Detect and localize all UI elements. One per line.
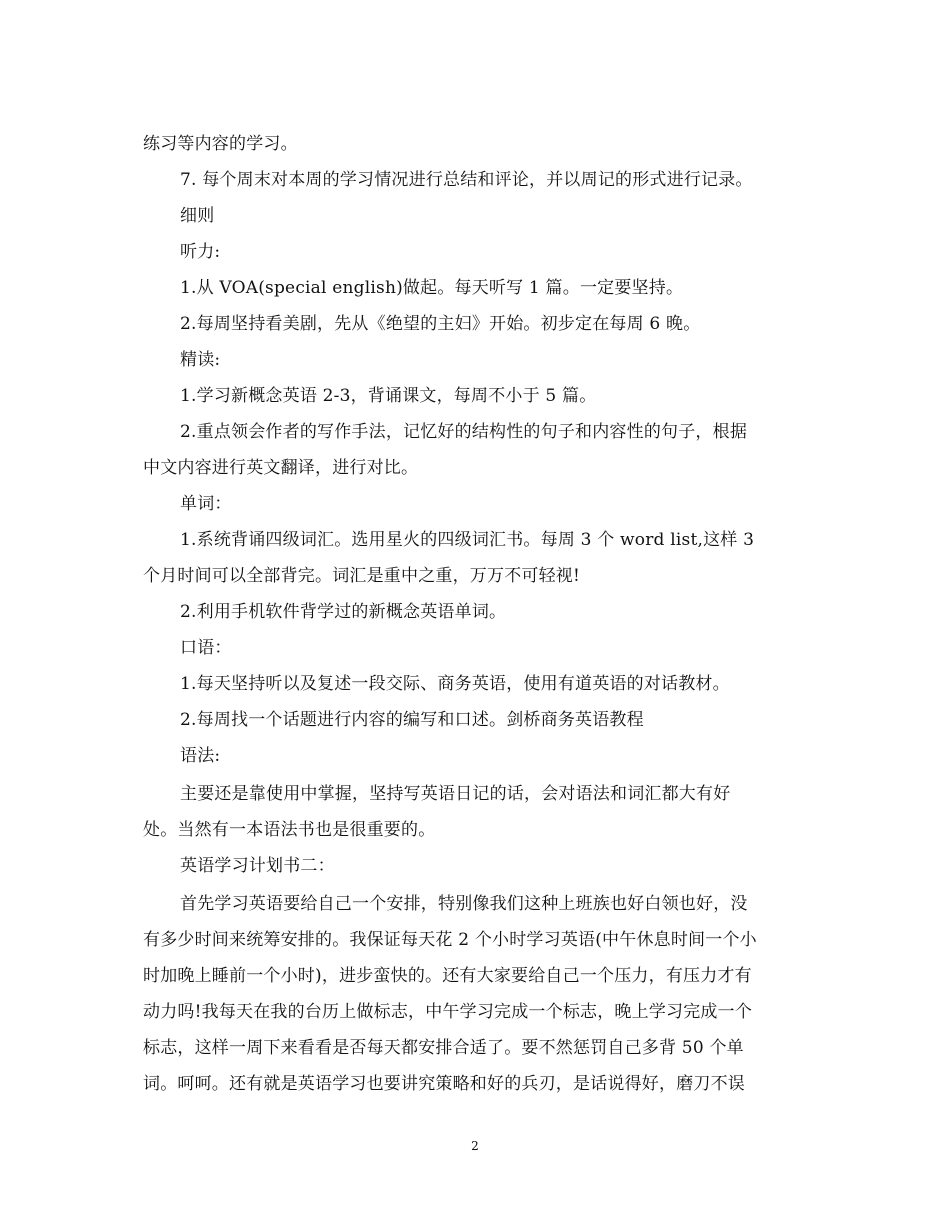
text-line: 2.利用手机软件背学过的新概念英语单词。 [180, 602, 507, 622]
section-heading: 听力: [180, 242, 221, 262]
text-line: 1.系统背诵四级词汇。选用星火的四级词汇书。每周 3 个 word list,这样 3 [180, 530, 755, 550]
text-line: 1.每天坚持听以及复述一段交际、商务英语，使用有道英语的对话教材。 [180, 674, 730, 694]
text-line: 主要还是靠使用中掌握，坚持写英语日记的话，会对语法和词汇都大有好 [180, 784, 731, 804]
text-line: 2.每周找一个话题进行内容的编写和口述。剑桥商务英语教程 [180, 710, 644, 730]
text-line: 动力吗!我每天在我的台历上做标志，中午学习完成一个标志，晚上学习完成一个 [143, 1002, 753, 1022]
section-heading: 英语学习计划书二： [180, 856, 335, 876]
text-line: 词。呵呵。还有就是英语学习也要讲究策略和好的兵刃，是话说得好，磨刀不误 [143, 1074, 745, 1094]
text-line: 2.重点领会作者的写作手法，记忆好的结构性的句子和内容性的句子，根据 [180, 422, 748, 442]
text-line: 处。当然有一本语法书也是很重要的。 [143, 820, 436, 840]
text-line: 个月时间可以全部背完。词汇是重中之重，万万不可轻视! [143, 566, 581, 586]
section-heading: 口语： [180, 638, 232, 658]
text-line: 7. 每个周末对本周的学习情况进行总结和评论，并以周记的形式进行记录。 [180, 170, 753, 190]
section-heading: 精读: [180, 350, 221, 370]
text-line: 首先学习英语要给自己一个安排，特别像我们这种上班族也好白领也好，没 [180, 894, 748, 914]
text-line: 1.学习新概念英语 2-3，背诵课文，每周不小于 5 篇。 [180, 386, 597, 406]
text-line: 时加晚上睡前一个小时)，进步蛮快的。还有大家要给自己一个压力，有压力才有 [143, 966, 752, 986]
text-line: 1.从 VOA(special english)做起。每天听写 1 篇。一定要坚持。 [180, 278, 684, 298]
section-heading: 单词： [180, 494, 232, 514]
section-heading: 语法: [180, 746, 221, 766]
text-line: 有多少时间来统筹安排的。我保证每天花 2 个小时学习英语(中午休息时间一个小 [143, 930, 757, 950]
page-number: 2 [471, 1139, 479, 1153]
text-line: 2.每周坚持看美剧，先从《绝望的主妇》开始。初步定在每周 6 晚。 [180, 314, 701, 334]
section-heading: 细则 [180, 206, 215, 226]
text-line: 中文内容进行英文翻译，进行对比。 [143, 458, 419, 478]
text-line: 标志，这样一周下来看看是否每天都安排合适了。要不然惩罚自己多背 50 个单 [143, 1038, 744, 1058]
text-line: 练习等内容的学习。 [143, 134, 298, 154]
